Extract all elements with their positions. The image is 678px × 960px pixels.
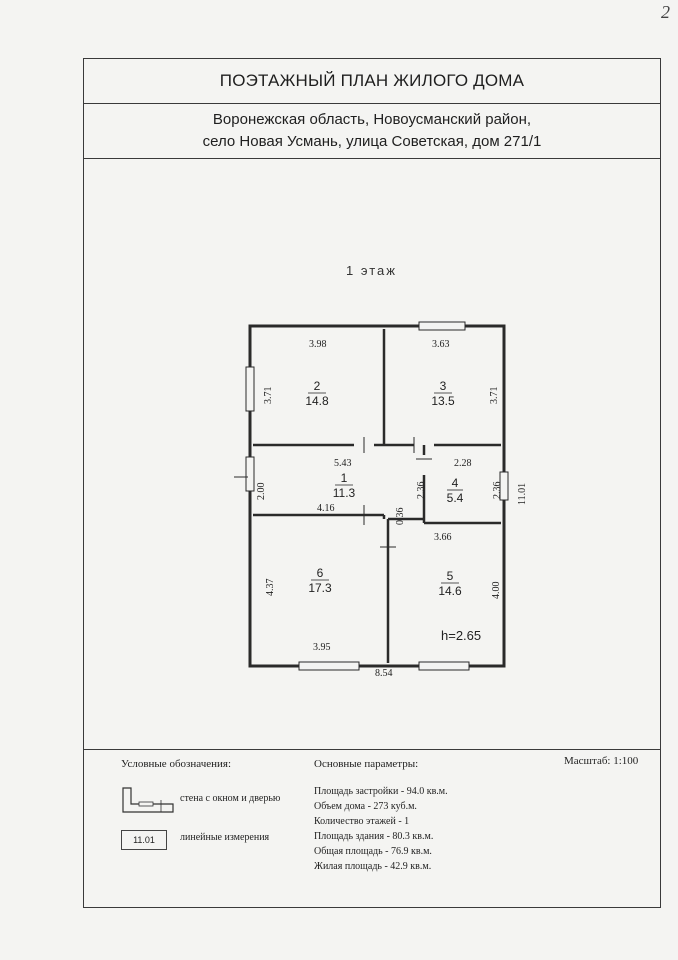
room-3 bbox=[431, 379, 455, 408]
room-2 bbox=[305, 379, 329, 408]
svg-text:17.3: 17.3 bbox=[308, 581, 332, 595]
room-4 bbox=[447, 476, 464, 505]
floor-plan bbox=[84, 59, 660, 749]
params-title: Основные параметры: bbox=[314, 758, 419, 770]
svg-text:6: 6 bbox=[316, 566, 324, 580]
param-item: Объем дома - 273 куб.м. bbox=[314, 801, 417, 812]
dim-4.16: 4.16 bbox=[317, 503, 335, 514]
legend-band bbox=[84, 749, 660, 910]
param-item: Площадь здания - 80.3 кв.м. bbox=[314, 831, 434, 842]
window bbox=[299, 662, 359, 670]
dim-3.71-right: 3.71 bbox=[489, 386, 500, 404]
svg-text:5: 5 bbox=[446, 569, 454, 583]
dim-8.54: 8.54 bbox=[375, 668, 393, 679]
dim-0.36: 0.36 bbox=[395, 507, 406, 525]
svg-text:4: 4 bbox=[451, 476, 459, 490]
windows bbox=[246, 322, 508, 670]
dim-2.36-b: 2.36 bbox=[492, 481, 503, 499]
dim-3.95: 3.95 bbox=[313, 642, 331, 653]
dim-11.01: 11.01 bbox=[517, 482, 528, 505]
svg-text:1: 1 bbox=[340, 471, 348, 485]
window bbox=[419, 662, 469, 670]
scale-label: Масштаб: 1:100 bbox=[564, 755, 639, 767]
entry-door bbox=[246, 457, 254, 491]
dim-2.28: 2.28 bbox=[454, 458, 472, 469]
param-item: Жилая площадь - 42.9 кв.м. bbox=[314, 861, 432, 872]
room-1 bbox=[333, 471, 356, 500]
legend-dim-sample: 11.01 bbox=[121, 830, 167, 850]
address-line-2: село Новая Усмань, улица Советская, дом 271/1 bbox=[202, 133, 542, 150]
room-5 bbox=[438, 569, 462, 598]
wall-with-window-door-icon bbox=[121, 784, 176, 814]
dim-4.00: 4.00 bbox=[491, 581, 502, 599]
legend-dim-label: линейные измерения bbox=[180, 832, 270, 843]
dim-2.00: 2.00 bbox=[256, 482, 267, 500]
dim-5.43: 5.43 bbox=[334, 458, 352, 469]
dim-2.36-a: 2.36 bbox=[416, 481, 427, 499]
svg-text:13.5: 13.5 bbox=[431, 394, 455, 408]
interior-walls bbox=[253, 329, 501, 663]
dim-3.71-left: 3.71 bbox=[263, 386, 274, 404]
param-item: Площадь застройки - 94.0 кв.м. bbox=[314, 786, 448, 797]
dim-3.66: 3.66 bbox=[434, 532, 452, 543]
dim-3.63: 3.63 bbox=[432, 339, 450, 350]
dim-4.37: 4.37 bbox=[265, 578, 276, 596]
page-number-mark: 2 bbox=[661, 2, 670, 22]
params-list bbox=[314, 784, 448, 874]
floor-label: 1 этаж bbox=[346, 263, 397, 278]
outer-wall bbox=[250, 326, 504, 666]
svg-text:11.3: 11.3 bbox=[332, 486, 356, 500]
param-item: Количество этажей - 1 bbox=[314, 816, 410, 827]
param-item: Общая площадь - 76.9 кв.м. bbox=[314, 846, 432, 857]
dim-3.98: 3.98 bbox=[309, 339, 327, 350]
svg-text:5.4: 5.4 bbox=[446, 491, 464, 505]
document-frame bbox=[83, 58, 661, 908]
legend-title: Условные обозначения: bbox=[121, 758, 232, 770]
window bbox=[419, 322, 465, 330]
window bbox=[246, 367, 254, 411]
svg-text:3: 3 bbox=[439, 379, 447, 393]
document-title: ПОЭТАЖНЫЙ ПЛАН ЖИЛОГО ДОМА bbox=[84, 59, 660, 104]
svg-text:14.8: 14.8 bbox=[305, 394, 329, 408]
ceiling-height-label: h=2.65 bbox=[441, 628, 482, 643]
svg-text:14.6: 14.6 bbox=[438, 584, 462, 598]
address-line-1: Воронежская область, Новоусманский район, bbox=[212, 111, 532, 128]
room-6 bbox=[308, 566, 332, 595]
svg-text:2: 2 bbox=[313, 379, 321, 393]
legend-wall-label: стена с окном и дверью bbox=[180, 793, 281, 804]
